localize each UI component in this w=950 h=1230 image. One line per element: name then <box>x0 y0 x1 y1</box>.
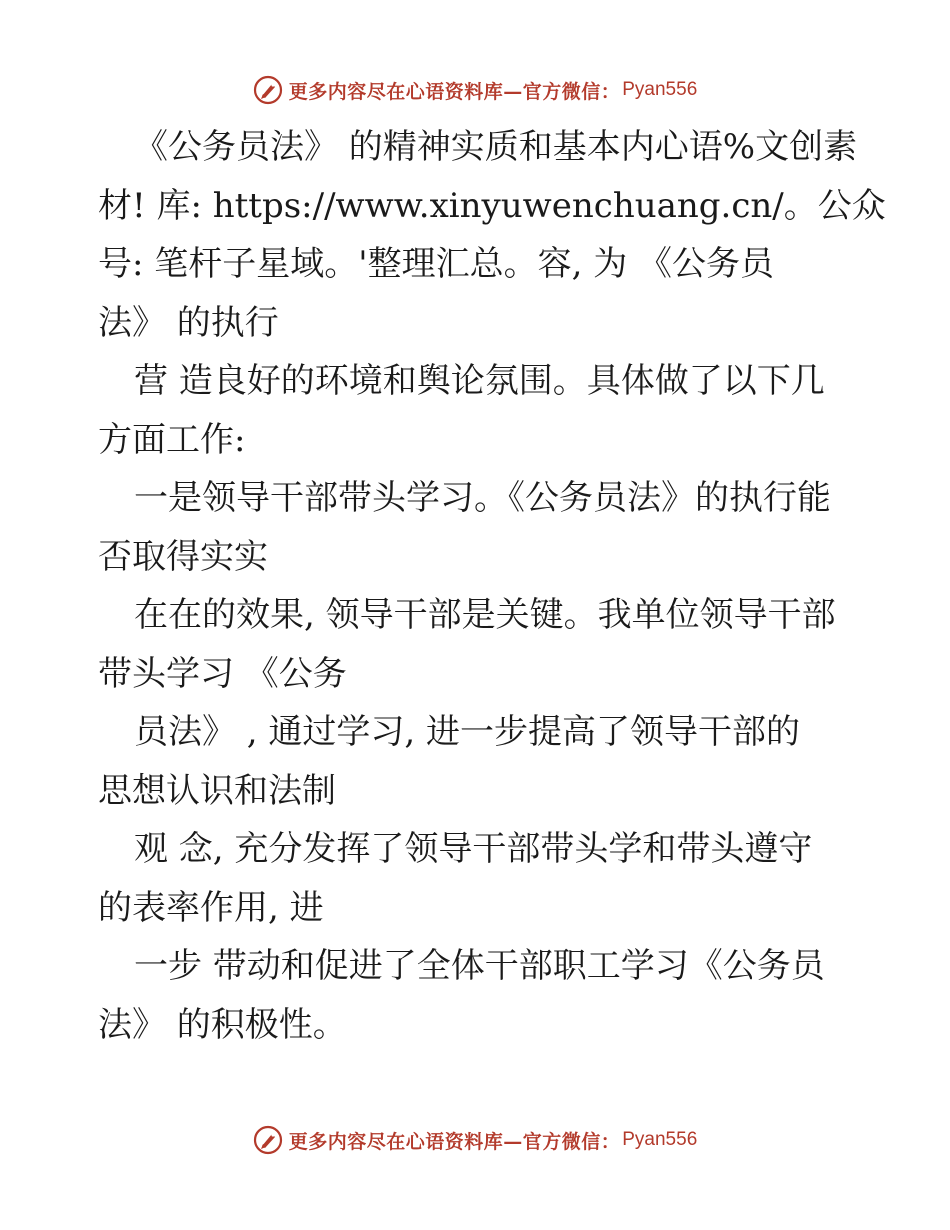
body-line: 一是领导干部带头学习。《公务员法》的执行能 <box>134 478 831 518</box>
body-line: 员法》 , 通过学习, 进一步提高了领导干部的 <box>134 712 801 752</box>
body-line: 否取得实实 <box>98 536 268 577</box>
header-banner <box>0 72 950 108</box>
pen-nib-logo-icon <box>253 1125 283 1155</box>
body-line: 方面工作: <box>98 419 246 460</box>
body-line: 《公务员法》 的精神实质和基本内心语%文创素 <box>134 127 858 167</box>
body-line: 号: 笔杆子星域。'整理汇总。容, 为 《公务员 <box>98 244 775 284</box>
footer-banner-contact: Pyan556 <box>622 1129 698 1150</box>
body-line: 带头学习 《公务 <box>98 653 347 694</box>
header-banner-text: 更多内容尽在心语资料库—官方微信： <box>288 80 621 103</box>
body-line: 在在的效果, 领导干部是关键。我单位领导干部 <box>134 595 836 635</box>
body-line: 的表率作用, 进 <box>98 887 324 928</box>
pen-nib-logo-icon <box>253 75 283 105</box>
body-line: 营 造良好的环境和舆论氛围。具体做了以下几 <box>134 361 825 401</box>
body-line: 法》 的积极性。 <box>98 1004 347 1045</box>
footer-banner <box>0 1122 950 1158</box>
document-body <box>98 118 886 1054</box>
body-line: 法》 的执行 <box>98 302 279 343</box>
body-line: 观 念, 充分发挥了领导干部带头学和带头遵守 <box>134 829 813 869</box>
body-line: 思想认识和法制 <box>98 770 336 811</box>
footer-banner-text: 更多内容尽在心语资料库—官方微信： <box>288 1130 621 1153</box>
body-line: 材! 库: https://www.xinyuwenchuang.cn/。公众 <box>98 185 886 226</box>
header-banner-contact: Pyan556 <box>622 79 698 100</box>
body-line: 一步 带动和促进了全体干部职工学习《公务员 <box>134 946 825 986</box>
